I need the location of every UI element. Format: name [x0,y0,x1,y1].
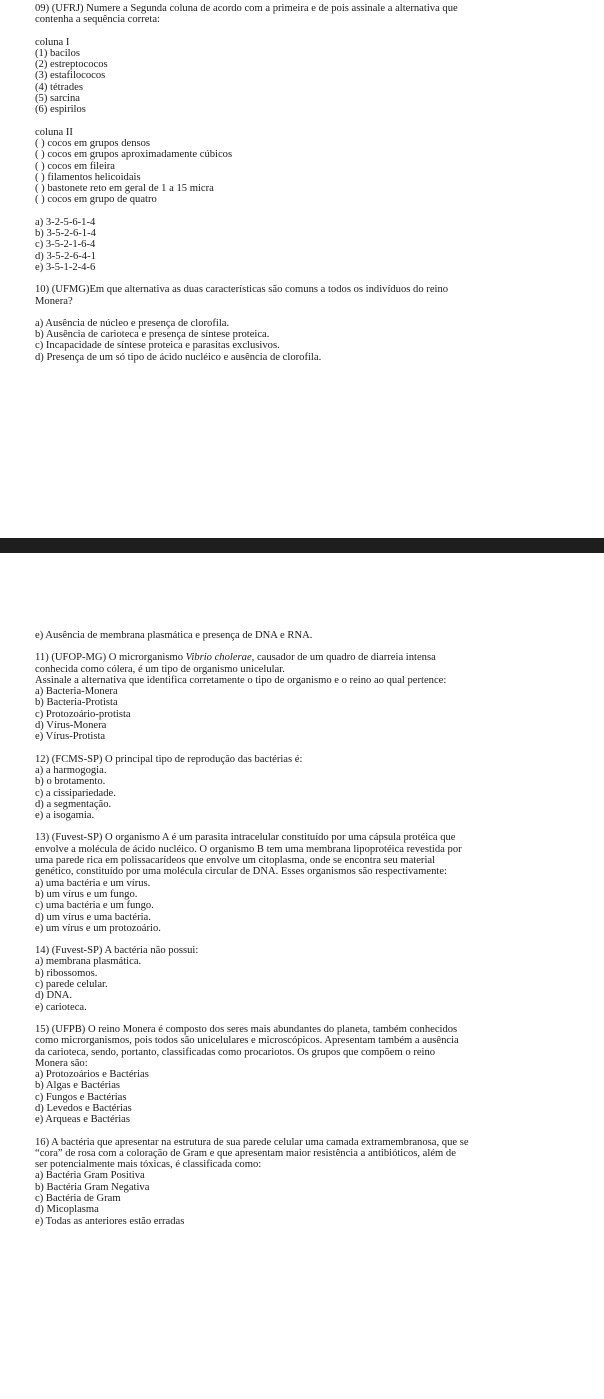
question-11 [35,652,546,742]
list-item: (1) bacilos [35,47,81,59]
answer-option: a) Bactéria Gram Positiva [35,1170,145,1182]
answer-option: d) Presença de um só tipo de ácido nucléico e ausência de clorofila. [35,351,322,363]
answer-option: b) 3-5-2-6-1-4 [35,228,96,240]
answer-option: a) 3-2-5-6-1-4 [35,216,96,228]
list-item: (2) estreptococos [35,59,108,71]
list-item: ( ) filamentos helicoidais [35,171,141,183]
answer-option: a) membrana plasmática. [35,956,142,968]
answer-option: b) Bactéria Gram Negativa [35,1181,150,1193]
list-item: ( ) cocos em grupos aproximadamente cúbicos [35,149,233,161]
list-item: (4) tétrades [35,81,83,93]
question-text: da carioteca, sendo, portanto, classificadas como procariotos. Os grupos que compõem o reino [35,1046,436,1058]
answer-option: e) um vírus e um protozoário. [35,922,161,934]
answer-option: c) a cissipariedade. [35,787,116,799]
question-10-continued [35,630,546,641]
question-text: Monera são: [35,1057,88,1069]
answer-option: d) a segmentação. [35,798,112,810]
answer-option: d) Vírus-Monera [35,720,107,732]
question-16 [35,1137,546,1227]
question-15 [35,1024,546,1126]
answer-option: a) Bacteria-Monera [35,686,118,698]
answer-option: a) uma bactéria e um vírus. [35,877,151,889]
question-09 [35,3,546,26]
list-item: ( ) cocos em fileira [35,160,116,172]
answer-option: c) parede celular. [35,979,108,991]
question-text: envolve a molécula de ácido nucléico. O organismo B tem uma membrana lipoprotéica revestida por [35,843,462,855]
list-item: ( ) bastonete reto em geral de 1 a 15 micra [35,183,214,195]
list-item: (6) espirilos [35,104,86,116]
page-bottom [0,553,604,1399]
answer-option: b) um vírus e um fungo. [35,888,138,900]
answer-option: e) 3-5-1-2-4-6 [35,261,96,273]
answer-option: e) Ausência de membrana plasmática e presença de DNA e RNA. [35,630,313,641]
answer-option: d) DNA. [35,990,73,1002]
answer-option: b) o brotamento. [35,776,106,788]
question-text: genético, constituído por uma molécula circular de DNA. Esses organismos são respectivamente: [35,866,447,878]
answer-option: e) a isogamia. [35,810,95,822]
page-break-divider [0,538,604,553]
answer-option: d) 3-5-2-6-4-1 [35,250,96,262]
question-text: contenha a sequência correta: [35,14,160,26]
list-item: ( ) cocos em grupos densos [35,137,151,149]
answer-option: c) Fungos e Bactérias [35,1091,127,1103]
question-text: 09) (UFRJ) Numere a Segunda coluna de acordo com a primeira e de pois assinale a alternativa que [35,3,458,14]
question-13 [35,832,546,934]
question-text: conhecida como cólera, é um tipo de organismo unicelular. [35,663,285,675]
question-text: como microrganismos, pois todos são unicelulares e microscópicos. Apresentam também a ausência [35,1035,459,1047]
list-item: (3) estafilococos [35,70,106,82]
answer-option: b) Algas e Bactérias [35,1080,121,1092]
question-text [35,652,546,663]
list-item: ( ) cocos em grupo de quatro [35,194,157,206]
column-i [35,37,546,116]
answer-option: c) Bactéria de Gram [35,1193,121,1205]
list-item: (5) sarcina [35,93,80,105]
column-title: coluna II [35,126,73,138]
column-ii [35,127,546,206]
column-title: coluna I [35,36,70,48]
answer-option: c) Incapacidade de síntese proteica e parasitas exclusivos. [35,340,280,352]
answer-option: b) ribossomos. [35,967,98,979]
question-text-part: , causador de um quadro de diarreia intensa [251,652,436,664]
question-text: “cora” de rosa com a coloração de Gram e que apresentam maior resistência a antibióticos, além de [35,1147,456,1159]
question-text: 14) (Fuvest-SP) A bactéria não possui: [35,945,199,957]
answer-option: c) uma bactéria e um fungo. [35,900,154,912]
answer-option: e) Todas as anteriores estão erradas [35,1215,185,1227]
answer-option: b) Ausência de carioteca e presença de síntese proteica. [35,329,270,341]
question-text: Assinale a alternativa que identifica corretamente o tipo de organismo e o reino ao qual pertence: [35,674,447,686]
question-09-options [35,217,546,273]
answer-option: d) Micoplasma [35,1204,99,1216]
question-12 [35,754,546,822]
answer-option: e) Vírus-Protista [35,731,106,743]
answer-option: d) Levedos e Bactérias [35,1102,132,1114]
question-text: 15) (UFPB) O reino Monera é composto dos seres mais abundantes do planeta, também conhecidos [35,1023,458,1035]
answer-option: a) Ausência de núcleo e presença de clorofila. [35,317,230,329]
question-14 [35,945,546,1013]
question-text: ser potencialmente mais tóxicas, é classificada como: [35,1159,262,1171]
question-text: uma parede rica em polissacarídeos que envolve um citoplasma, onde se encontra seu material [35,855,436,867]
answer-option: c) Protozoário-protista [35,708,131,720]
answer-option: a) a harmogogia. [35,764,107,776]
answer-option: e) carioteca. [35,1001,87,1013]
question-text: Monera? [35,295,73,307]
question-text: 16) A bactéria que apresentar na estrutura de sua parede celular uma camada extramembranosa, que se [35,1136,469,1148]
answer-option: b) Bacteria-Protista [35,697,118,709]
answer-option: e) Arqueas e Bactérias [35,1114,131,1126]
question-10 [35,284,546,307]
question-text: 13) (Fuvest-SP) O organismo A é um parasita intracelular constituído por uma cápsula protéica que [35,832,456,844]
question-text: 10) (UFMG)Em que alternativa as duas características são comuns a todos os indivíduos do reino [35,284,449,296]
question-text: 12) (FCMS-SP) O principal tipo de reprodução das bactérias é: [35,753,303,765]
page-top [0,0,604,540]
answer-option: d) um vírus e uma bactéria. [35,911,151,923]
question-text-part: 11) (UFOP-MG) O microrganismo [35,652,186,664]
answer-option: a) Protozoários e Bactérias [35,1069,149,1081]
species-name: Vibrio cholerae [185,652,252,664]
question-10-options [35,318,546,363]
answer-option: c) 3-5-2-1-6-4 [35,239,96,251]
